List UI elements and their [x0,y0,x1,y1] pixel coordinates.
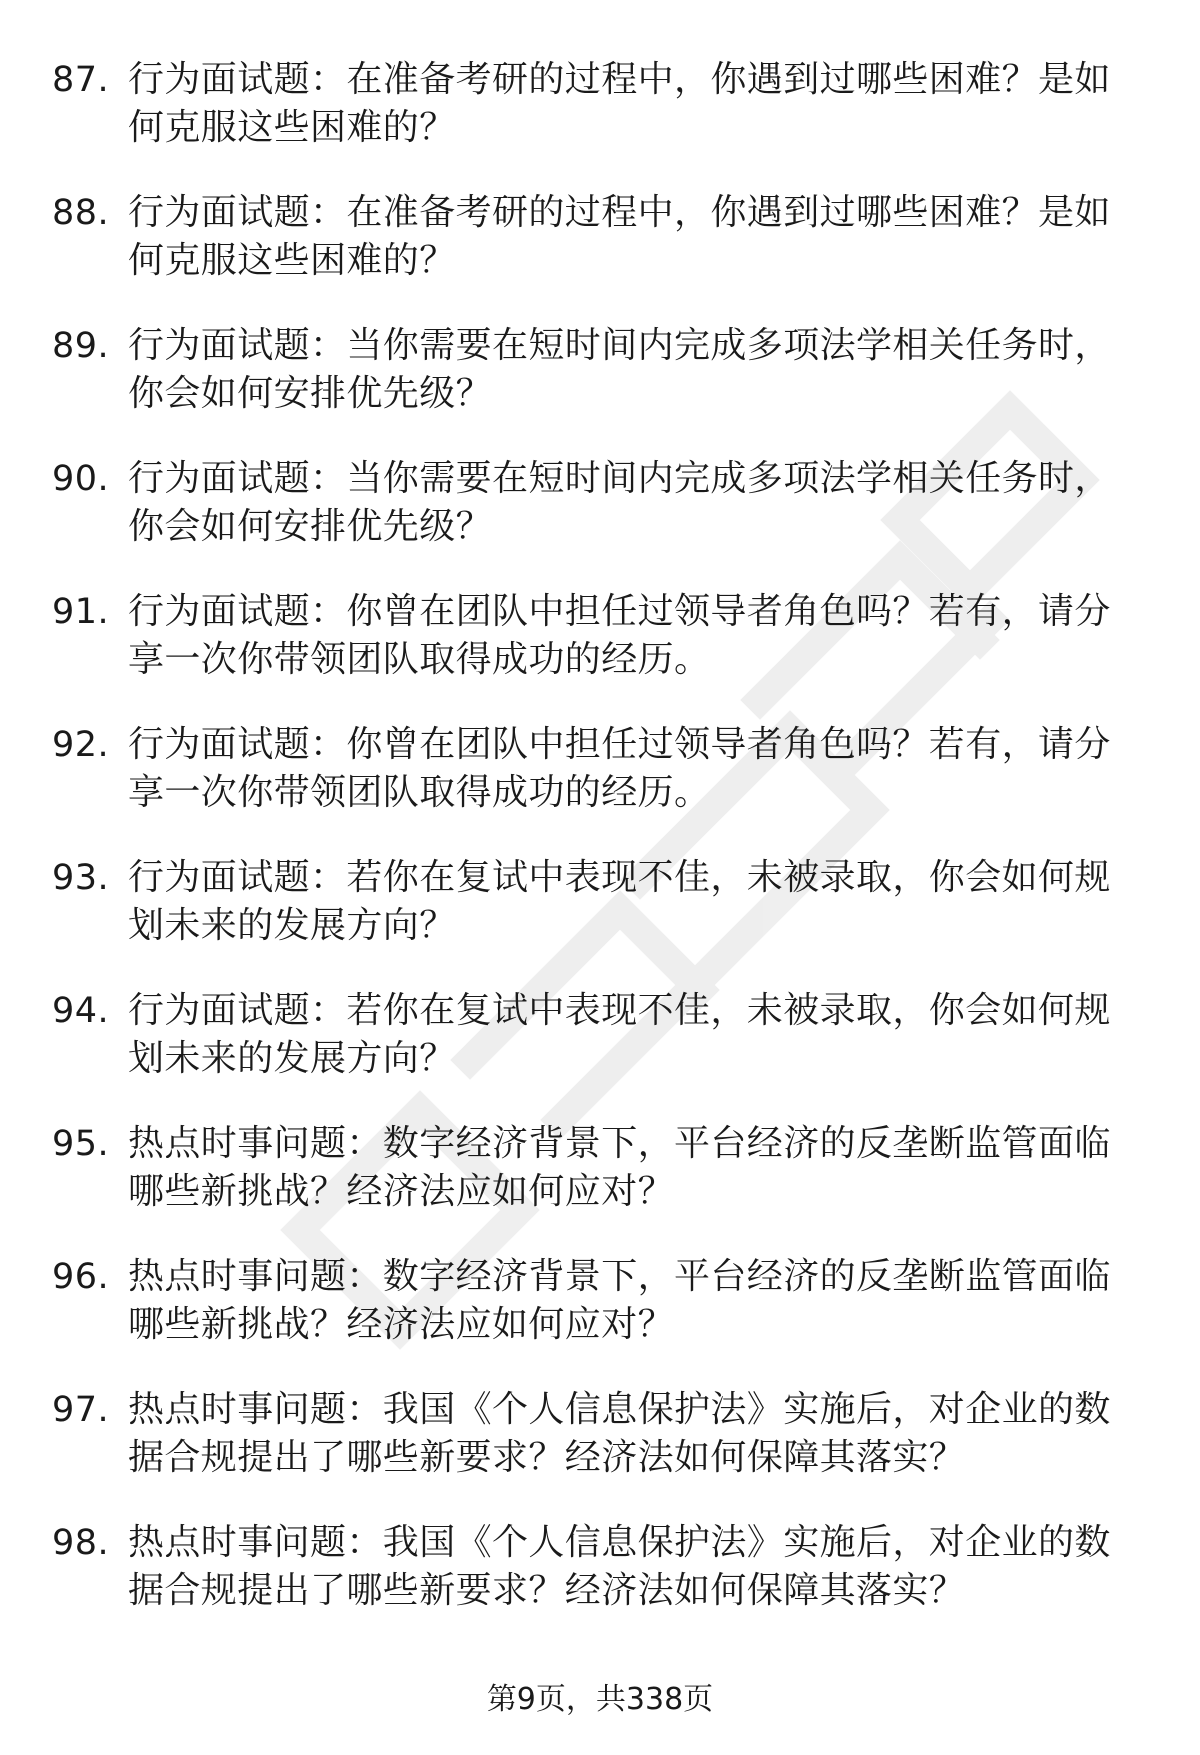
question-text: 热点时事问题：数字经济背景下，平台经济的反垄断监管面临哪些新挑战？经济法应如何应对？ [128,1123,1111,1212]
question-text: 热点时事问题：我国《个人信息保护法》实施后，对企业的数据合规提出了哪些新要求？经济法如何保障其落实？ [128,1389,1111,1478]
question-number: 92. [52,725,110,765]
question-number: 97. [52,1390,110,1430]
list-item [52,1386,1142,1519]
question-number: 94. [52,991,110,1031]
question-text: 行为面试题：当你需要在短时间内完成多项法学相关任务时，你会如何安排优先级？ [128,458,1111,547]
question-number: 96. [52,1257,110,1297]
list-item [52,854,1142,987]
question-number: 88. [52,193,110,233]
question-number: 93. [52,858,110,898]
question-text: 行为面试题：当你需要在短时间内完成多项法学相关任务时，你会如何安排优先级？ [128,325,1111,414]
list-item [52,455,1142,588]
question-number: 95. [52,1124,110,1164]
list-item [52,588,1142,721]
list-item [52,322,1142,455]
list-item [52,1253,1142,1386]
question-text: 行为面试题：若你在复试中表现不佳，未被录取，你会如何规划未来的发展方向？ [128,990,1111,1079]
question-text: 热点时事问题：我国《个人信息保护法》实施后，对企业的数据合规提出了哪些新要求？经济法如何保障其落实？ [128,1522,1111,1611]
list-item [52,721,1142,854]
question-number: 98. [52,1523,110,1563]
page-number: 第9页，共338页 [486,1682,714,1717]
question-text: 行为面试题：你曾在团队中担任过领导者角色吗？若有，请分享一次你带领团队取得成功的经历。 [128,591,1111,680]
question-number: 89. [52,326,110,366]
question-number: 90. [52,459,110,499]
question-text: 行为面试题：在准备考研的过程中，你遇到过哪些困难？是如何克服这些困难的？ [128,192,1111,281]
question-number: 87. [52,60,110,100]
list-item [52,56,1142,189]
question-text: 行为面试题：若你在复试中表现不佳，未被录取，你会如何规划未来的发展方向？ [128,857,1111,946]
question-text: 行为面试题：你曾在团队中担任过领导者角色吗？若有，请分享一次你带领团队取得成功的经历。 [128,724,1111,813]
question-number: 91. [52,592,110,632]
list-item [52,987,1142,1120]
question-list [52,56,1142,1652]
list-item [52,1519,1142,1652]
list-item [52,1120,1142,1253]
list-item [52,189,1142,322]
question-text: 行为面试题：在准备考研的过程中，你遇到过哪些困难？是如何克服这些困难的？ [128,59,1111,148]
question-text: 热点时事问题：数字经济背景下，平台经济的反垄断监管面临哪些新挑战？经济法应如何应对？ [128,1256,1111,1345]
